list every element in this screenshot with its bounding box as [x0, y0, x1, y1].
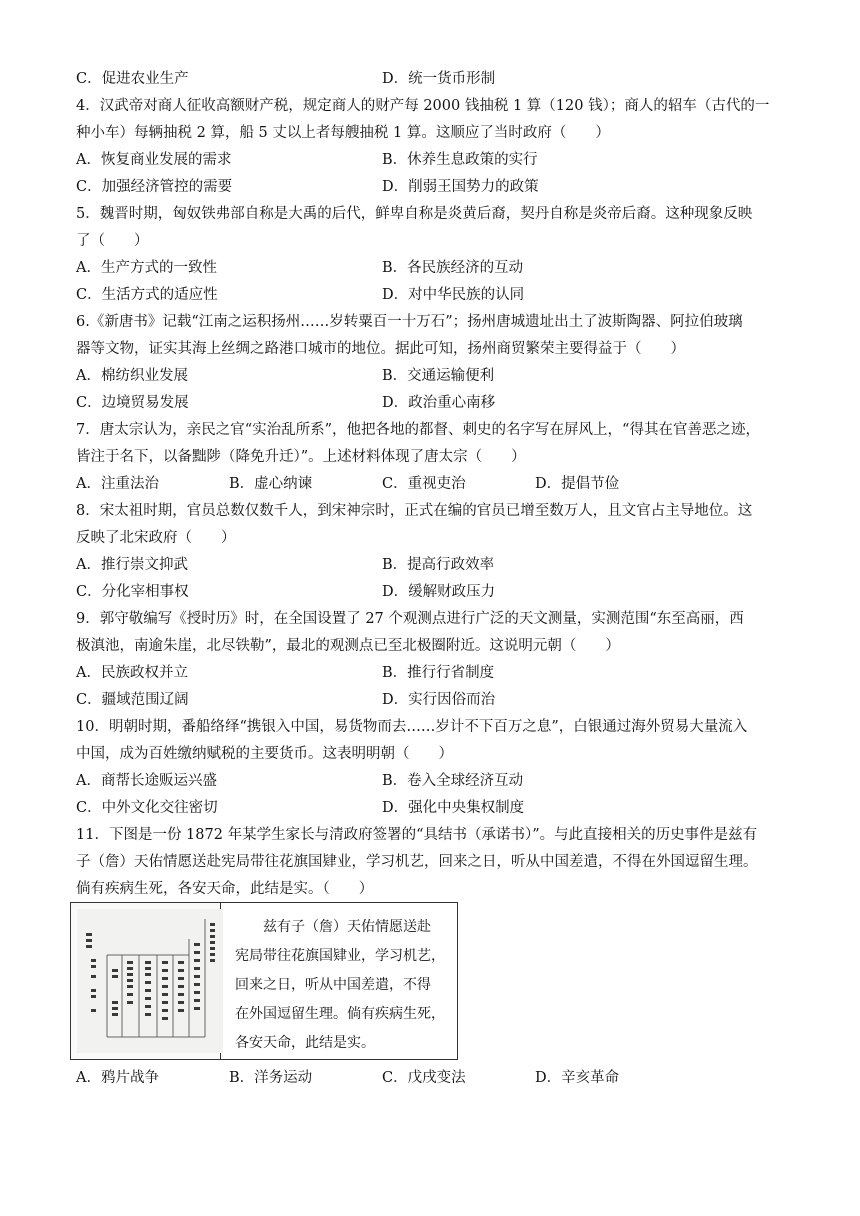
q10-option-c[interactable]: C．中外文化交往密切 — [76, 800, 218, 816]
q7-option-c[interactable]: C．重视吏治 — [382, 476, 466, 492]
q11-figure — [70, 902, 458, 1060]
q6-option-a[interactable]: A．棉纺织业发展 — [76, 368, 188, 384]
figure-text-line: 各安天命，此结是实。 — [235, 1035, 375, 1051]
q9-option-a[interactable]: A．民族政权并立 — [76, 665, 188, 681]
q8-stem-line2: 反映了北宋政府（ ） — [76, 530, 236, 546]
q9-option-d[interactable]: D．实行因俗而治 — [382, 692, 496, 708]
q4-stem-line2: 种小车）每辆抽税 2 算，船 5 丈以上者每艘抽税 1 算。这顺应了当时政府（ ） — [76, 125, 610, 141]
q9-option-b[interactable]: B．推行行省制度 — [382, 665, 495, 681]
figure-transcription — [221, 903, 457, 1059]
q11-option-d[interactable]: D．辛亥革命 — [535, 1070, 620, 1086]
q6-stem-line1: 6.《新唐书》记载“江南之运积扬州……岁转粟百一十万石”；扬州唐城遗址出土了波斯陶器、阿拉伯玻璃 — [76, 314, 743, 330]
q6-option-d[interactable]: D．政治重心南移 — [382, 395, 496, 411]
q10-option-d[interactable]: D．强化中央集权制度 — [382, 800, 525, 816]
q10-option-a[interactable]: A．商帮长途贩运兴盛 — [76, 773, 217, 789]
q9-stem-line1: 9．郭守敬编写《授时历》时，在全国设置了 27 个观测点进行广泛的天文测量，实测范围“东至高丽，西 — [76, 611, 744, 627]
q5-option-d[interactable]: D．对中华民族的认同 — [382, 287, 525, 303]
q6-option-b[interactable]: B．交通运输便利 — [382, 368, 495, 384]
q11-option-a[interactable]: A．鸦片战争 — [76, 1070, 159, 1086]
q3-option-d[interactable]: D．统一货币形制 — [382, 71, 496, 87]
q7-option-d[interactable]: D．提倡节俭 — [535, 476, 620, 492]
q4-stem-line1: 4．汉武帝对商人征收高额财产税，规定商人的财产每 2000 钱抽税 1 算（120 钱）；商人的轺车（古代的一 — [76, 98, 770, 114]
q8-option-b[interactable]: B．提高行政效率 — [382, 557, 495, 573]
document-scan-image — [71, 903, 221, 1059]
q8-option-a[interactable]: A．推行崇文抑武 — [76, 557, 188, 573]
q10-stem-line1: 10．明朝时期，番船络绎“携银入中国，易货物而去……岁计不下百万之息”，白银通过海外贸易大量流入 — [76, 719, 748, 735]
q7-option-b[interactable]: B．虚心纳谏 — [229, 476, 313, 492]
figure-text-line: 回来之日，听从中国差遣，不得 — [235, 977, 431, 993]
q8-stem-line1: 8．宋太祖时期，官员总数仅数千人，到宋神宗时，正式在编的官员已增至数万人，且文官占主导地位。这 — [76, 503, 753, 519]
q9-stem-line2: 极滇池，南逾朱崖，北尽铁勒”，最北的观测点已至北极圈附近。这说明元朝（ ） — [76, 638, 620, 654]
q11-stem-line3: 倘有疾病生死，各安天命，此结是实。（ ） — [76, 881, 374, 897]
q10-stem-line2: 中国，成为百姓缴纳赋税的主要货币。这表明明朝（ ） — [76, 746, 453, 762]
figure-text-line: 在外国逗留生理。倘有疾病生死， — [235, 1006, 445, 1022]
q10-option-b[interactable]: B．卷入全球经济互动 — [382, 773, 524, 789]
q11-stem-line1: 11．下图是一份 1872 年某学生家长与清政府签署的“具结书（承诺书）”。与此直接相关的历史事件是兹有 — [76, 827, 758, 843]
q9-option-c[interactable]: C．疆域范围辽阔 — [76, 692, 189, 708]
q4-option-b[interactable]: B．休养生息政策的实行 — [382, 152, 538, 168]
q7-stem-line2: 皆注于名下，以备黜陟（降免升迁）”。上述材料体现了唐太宗（ ） — [76, 449, 526, 465]
figure-text-line: 宪局带往花旗国肄业，学习机艺， — [235, 948, 445, 964]
q11-option-c[interactable]: C．戊戌变法 — [382, 1070, 466, 1086]
q11-stem-line2: 子（詹）天佑情愿送赴宪局带往花旗国肄业，学习机艺，回来之日，听从中国差遣，不得在外国逗留生理。 — [76, 854, 758, 870]
q5-stem-line2: 了（ ） — [76, 233, 149, 249]
q6-option-c[interactable]: C．边境贸易发展 — [76, 395, 189, 411]
q11-option-b[interactable]: B．洋务运动 — [229, 1070, 313, 1086]
q5-option-a[interactable]: A．生产方式的一致性 — [76, 260, 217, 276]
q5-stem-line1: 5．魏晋时期，匈奴铁弗部自称是大禹的后代，鲜卑自称是炎黄后裔，契丹自称是炎帝后裔。这种现象反映 — [76, 206, 753, 222]
q5-option-c[interactable]: C．生活方式的适应性 — [76, 287, 218, 303]
q4-option-c[interactable]: C．加强经济管控的需要 — [76, 179, 233, 195]
q7-stem-line1: 7．唐太宗认为，亲民之官“实治乱所系”，他把各地的都督、刺史的名字写在屏风上，“得其在官善恶之迹， — [76, 422, 760, 438]
q4-option-d[interactable]: D．削弱王国势力的政策 — [382, 179, 539, 195]
q5-option-b[interactable]: B．各民族经济的互动 — [382, 260, 524, 276]
q3-option-c[interactable]: C．促进农业生产 — [76, 71, 189, 87]
q7-option-a[interactable]: A．注重法治 — [76, 476, 159, 492]
q6-stem-line2: 器等文物，证实其海上丝绸之路港口城市的地位。据此可知，扬州商贸繁荣主要得益于（ ） — [76, 341, 685, 357]
q8-option-c[interactable]: C．分化宰相事权 — [76, 584, 189, 600]
figure-text-line: 兹有子（詹）天佑情愿送赴 — [263, 919, 431, 935]
q8-option-d[interactable]: D．缓解财政压力 — [382, 584, 496, 600]
handwritten-document-scan — [77, 909, 223, 1053]
q4-option-a[interactable]: A．恢复商业发展的需求 — [76, 152, 232, 168]
